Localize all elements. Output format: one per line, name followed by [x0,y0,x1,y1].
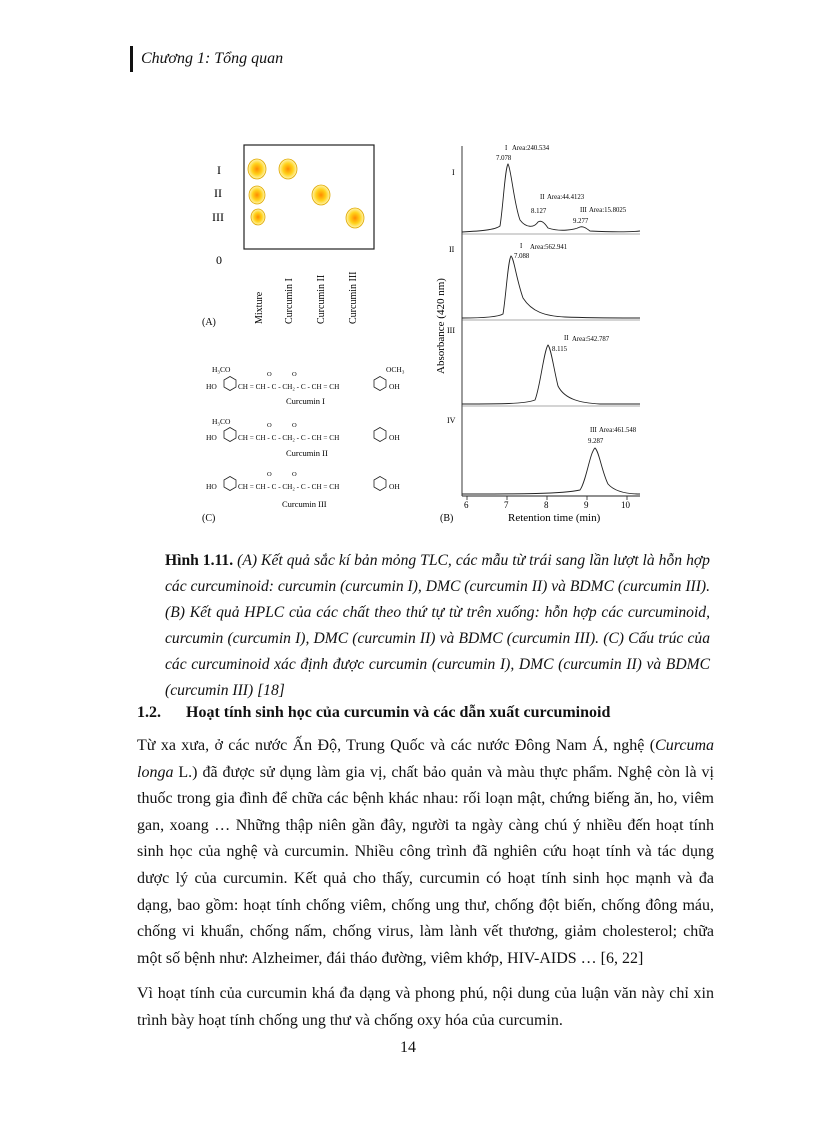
svg-text:CH = CH - C - CH₂ - C - CH = C: CH = CH - C - CH₂ - C - CH = CH [238,383,340,391]
peak-area: Area:240.534 [512,145,550,152]
tlc-lane-label: Curcumin II [316,274,327,324]
trace-label-i: I [452,168,455,177]
peak-name: I [505,145,508,152]
figure-svg [190,138,650,530]
structure-curcumin-ii [206,417,400,458]
chapter-header-text: Chương 1: Tổng quan [141,50,284,67]
svg-text:OH: OH [389,433,400,442]
species-name: Curcuma longa [137,737,714,781]
svg-text:O: O [267,471,272,478]
svg-text:H₃CO: H₃CO [212,417,231,426]
compound-name: Curcumin III [282,499,327,509]
hplc-trace-curcumin-iii [462,448,640,494]
benzene-ring [374,377,386,391]
caption-label: Hình 1.11. [165,552,234,569]
trace-label-iv: IV [447,416,456,425]
tlc-spot [248,159,266,179]
svg-text:HO: HO [206,482,217,491]
chapter-header [130,46,283,72]
section-title: Hoạt tính sinh học của curcumin và các dẫn xuất curcuminoid [186,704,611,721]
trace-label-iii: III [447,326,455,335]
svg-text:O: O [267,371,272,378]
svg-text:OH: OH [389,382,400,391]
tlc-row-label-i: I [217,163,221,177]
svg-text:OH: OH [389,482,400,491]
svg-text:H₃CO: H₃CO [212,365,231,374]
peak-name: I [520,243,523,250]
tlc-row-label-ii: II [214,186,222,200]
peak-area: Area:15.8025 [589,207,627,214]
tlc-lane-label: Curcumin III [348,271,359,324]
benzene-ring [224,377,236,391]
peak-rt: 9.287 [588,438,604,445]
svg-text:O: O [267,422,272,429]
peak-area: Area:542.787 [572,336,610,343]
caption-text: (A) Kết quả sắc kí bản mỏng TLC, các mẫu từ trái sang lần lượt là hỗn hợp các curcuminoid: curcumin (curcumin I), DMC (curcumin II) và BDMC (curcumin III). (B) Kết quả HPLC của các chất theo thứ tự từ trên xuống: hỗn hợp các curcuminoid, curcumin (curcumin I), DMC (curcumin II) và BDMC (curcumin III). (C) Cấu trúc của các curcuminoid xác định được curcumin (curcumin I), DMC (curcumin II) và BDMC (curcumin III) [18] [165,552,710,699]
tlc-spot [346,208,364,228]
benzene-ring [374,428,386,442]
tlc-row-label-iii: III [212,210,224,224]
trace-label-ii: II [449,245,455,254]
svg-text:O: O [292,471,297,478]
peak-name: II [564,335,569,342]
peak-name: II [540,194,545,201]
svg-text:HO: HO [206,433,217,442]
benzene-ring [374,477,386,491]
x-tick-label: 8 [544,500,549,510]
svg-text:O: O [292,371,297,378]
svg-text:O: O [292,422,297,429]
hplc-trace-curcumin-ii [462,345,640,404]
svg-text:CH = CH - C - CH₂ - C - CH = C: CH = CH - C - CH₂ - C - CH = CH [238,434,340,442]
panel-b-label: (B) [440,513,454,524]
compound-name: Curcumin II [286,448,328,458]
peak-rt: 8.115 [552,346,568,353]
figure-1-11 [190,138,650,530]
peak-rt: 7.078 [496,155,512,162]
section-heading [137,700,717,726]
svg-text:OCH₃: OCH₃ [386,365,405,374]
figure-caption [165,548,710,704]
x-tick-label: 7 [504,500,509,510]
tlc-spot [249,186,265,204]
tlc-spot [251,209,265,225]
hplc-trace-curcumin-i [462,256,640,318]
peak-name: III [590,427,597,434]
paragraph-2: Vì hoạt tính của curcumin khá đa dạng và phong phú, nội dung của luận văn này chỉ xin trình bày hoạt tính chống ung thư và chống oxy hóa của curcumin. [137,985,714,1029]
tlc-spot [312,185,330,205]
peak-rt: 7.088 [514,253,530,260]
peak-area: Area:562.941 [530,244,568,251]
panel-a-label: (A) [202,317,216,328]
tlc-lane-label: Mixture [254,291,265,324]
x-tick-label: 9 [584,500,589,510]
paragraph-1: Từ xa xưa, ở các nước Ấn Độ, Trung Quốc và các nước Đông Nam Á, nghệ (Curcuma longa L.) đã được sử dụng làm gia vị, chất bảo quản và màu thực phẩm. Nghệ còn là vị thuốc trong gia đình để chữa các bệnh khác nhau: rối loạn mật, chứng biếng ăn, ho, viêm gan, xoang … Những thập niên gần đây, người ta ngày càng chú ý nhiều đến hoạt tính sinh học của nghệ và curcumin. Nhiều công trình đã nghiên cứu hoạt tính và tác dụng dược lý của curcumin. Kết quả cho thấy, curcumin có hoạt tính sinh học mạnh và đa dạng, bao gồm: hoạt tính chống viêm, chống ung thư, chống đột biến, chống đông máu, chống vi khuẩn, chống nấm, chống virus, làm lành vết thương, giảm cholesterol; chữa một số bệnh như: Alzheimer, đái tháo đường, viêm khớp, HIV-AIDS … [6, 22] [137,737,714,967]
svg-text:HO: HO [206,382,217,391]
peak-area: Area:461.548 [599,427,637,434]
hplc-y-axis-label: Absorbance (420 nm) [435,278,447,374]
peak-rt: 8.127 [531,208,547,215]
hplc-x-axis-label: Retention time (min) [508,512,601,524]
structure-curcumin-i [206,365,405,406]
structure-curcumin-iii [206,471,400,509]
benzene-ring [224,428,236,442]
peak-area: Area:44.4123 [547,194,585,201]
panel-c-label: (C) [202,513,216,524]
tlc-row-label-0: 0 [216,253,222,267]
tlc-lane-label: Curcumin I [284,278,295,324]
peak-name: III [580,207,587,214]
x-tick-label: 6 [464,500,469,510]
svg-text:CH = CH - C - CH₂ - C - CH = C: CH = CH - C - CH₂ - C - CH = CH [238,483,340,491]
benzene-ring [224,477,236,491]
x-tick-label: 10 [621,500,630,510]
page-number: 14 [400,1039,416,1056]
section-number: 1.2. [137,704,161,721]
peak-rt: 9.277 [573,218,589,225]
compound-name: Curcumin I [286,396,325,406]
tlc-spot [279,159,297,179]
